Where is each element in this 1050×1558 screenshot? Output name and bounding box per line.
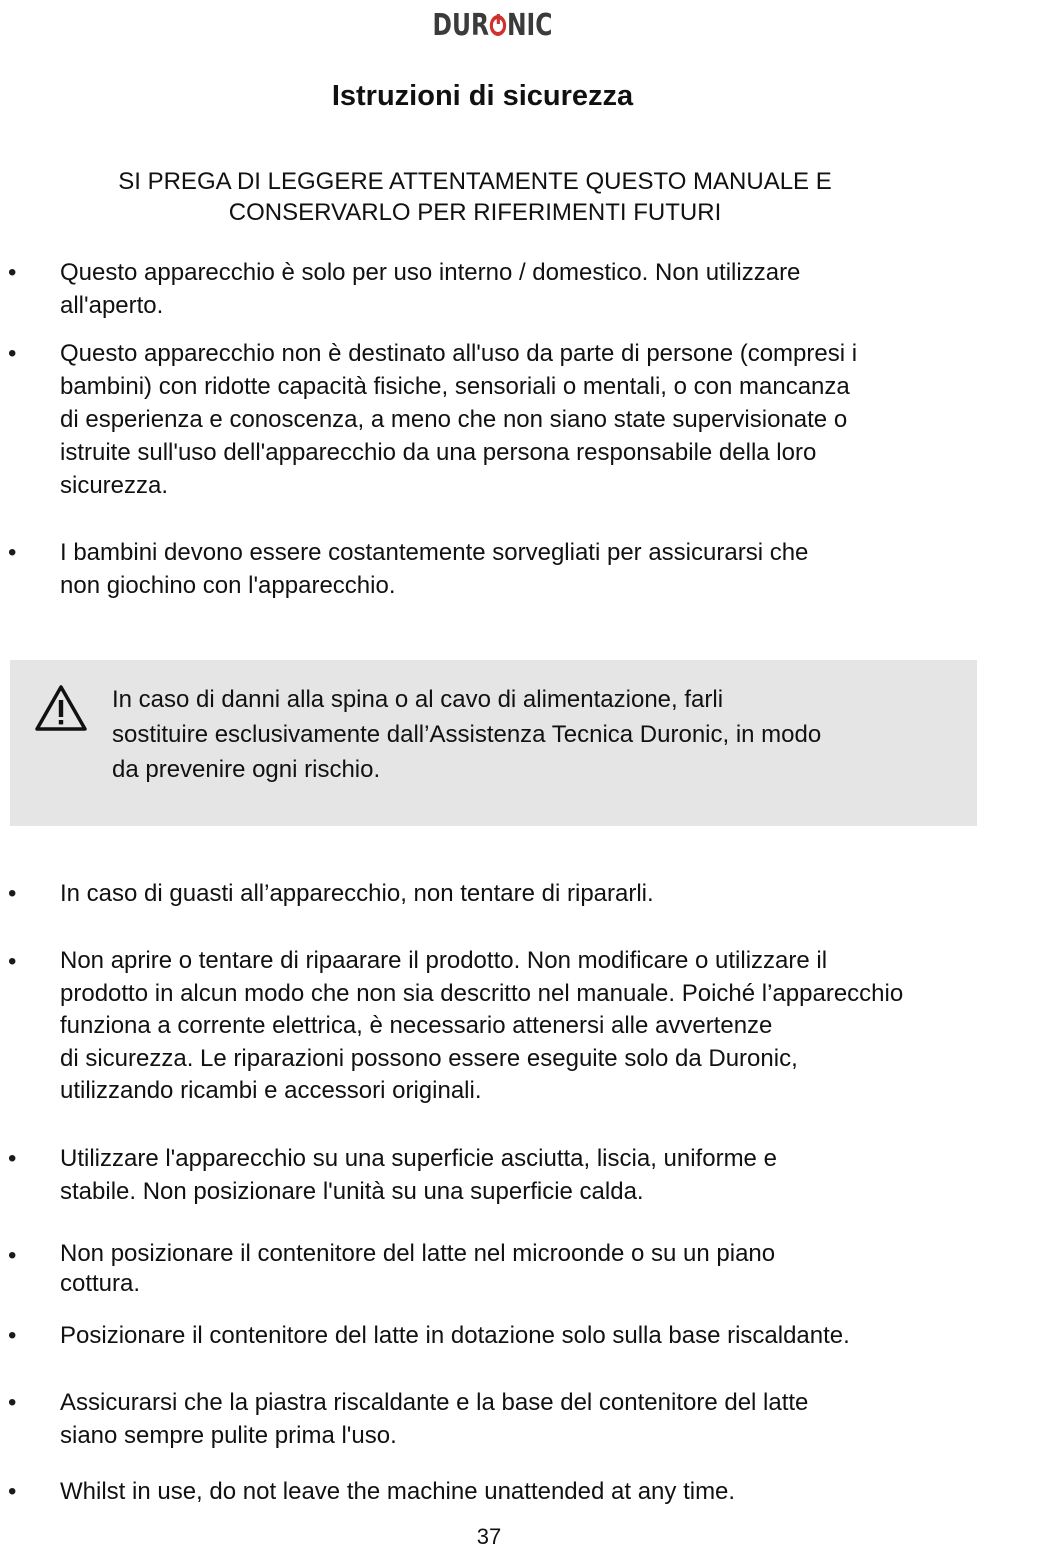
bullet-dot: •: [8, 948, 17, 975]
list-item-text: In caso di guasti all’apparecchio, non tentare di ripararli.: [60, 880, 654, 907]
page-title: Istruzioni di sicurezza: [331, 80, 634, 112]
power-ring-icon: [490, 15, 506, 36]
warning-text: In caso di danni alla spina o al cavo di alimentazione, farli sostituire esclusivamente dall’Assistenza Tecnica Duronic, in modo da prevenire ogni rischio.: [112, 686, 822, 783]
bullet-dot: •: [8, 1389, 17, 1416]
list-item-text: Non aprire o tentare di ripaarare il prodotto. Non modificare o utilizzare il prodotto in alcun modo che non sia descritto nel manuale. Poiché l’apparecchio funziona a corrente elettrica, è necessario attenersi alle avvertenze di sicurezza. Le riparazioni possono essere eseguite solo da Duronic, utilizzando ricambi e accessori originali.: [60, 947, 904, 1104]
list-item-text: Non posizionare il contenitore del latte nel microonde o su un piano cottura.: [60, 1240, 776, 1297]
logo-text-right: NIC: [506, 8, 553, 43]
warning-box: [10, 660, 977, 826]
list-item-text: Whilst in use, do not leave the machine unattended at any time.: [60, 1478, 736, 1505]
bullet-dot: •: [8, 1242, 17, 1269]
bullet-dot: •: [8, 1478, 17, 1505]
list-item-text: Questo apparecchio è solo per uso interno / domestico. Non utilizzare all'aperto.: [60, 259, 801, 319]
warning-triangle-icon: [34, 684, 88, 732]
bullet-dot: •: [8, 880, 17, 907]
list-item-text: I bambini devono essere costantemente sorvegliati per assicurarsi che non giochino con l'apparecchio.: [60, 539, 809, 599]
list-item-text: Questo apparecchio non è destinato all'uso da parte di persone (compresi i bambini) con ridotte capacità fisiche, sensoriali o mentali, o con mancanza di esperienza e conoscenza, a meno che non siano state supervisionate o istruite sull'uso dell'apparecchio da una persona responsabile della loro sicurezza.: [60, 340, 858, 499]
logo-text-left: DUR: [432, 8, 490, 43]
duronic-logo: [108, 8, 876, 43]
bullet-dot: •: [8, 259, 17, 286]
list-item-text: Posizionare il contenitore del latte in dotazione solo sulla base riscaldante.: [60, 1322, 850, 1349]
list-item-text: Assicurarsi che la piastra riscaldante e la base del contenitore del latte siano sempre pulite prima l'uso.: [60, 1389, 809, 1449]
bullet-dot: •: [8, 1145, 17, 1172]
bullet-dot: •: [8, 340, 17, 367]
bullet-dot: •: [8, 1322, 17, 1349]
bullet-dot: •: [8, 539, 17, 566]
intro-notice: SI PREGA DI LEGGERE ATTENTAMENTE QUESTO MANUALE E CONSERVARLO PER RIFERIMENTI FUTURI: [118, 168, 832, 226]
list-item-text: Utilizzare l'apparecchio su una superficie asciutta, liscia, uniforme e stabile. Non posizionare l'unità su una superficie calda.: [60, 1145, 777, 1205]
page-number: 37: [476, 1524, 502, 1549]
